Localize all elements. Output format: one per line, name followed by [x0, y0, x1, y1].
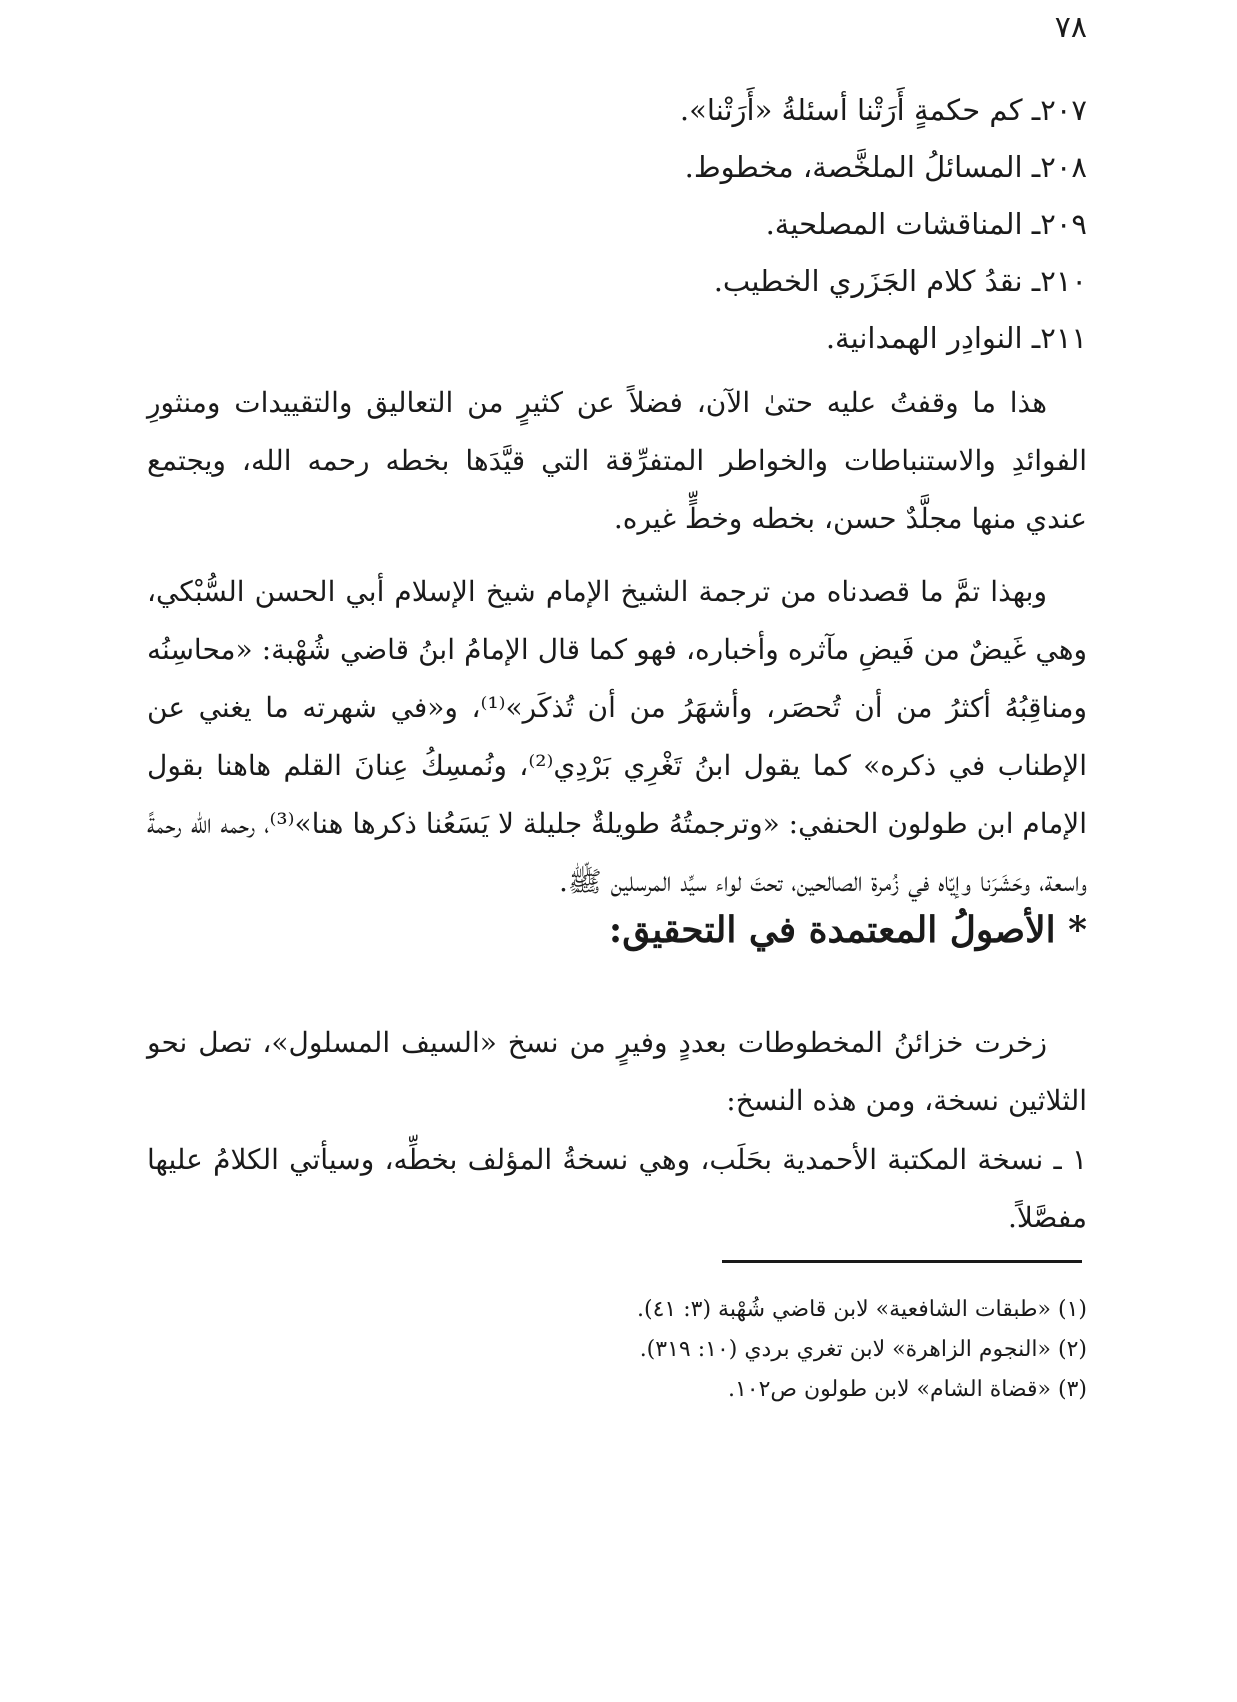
list-item: ٢٠٨ـ المسائلُ الملخَّصة، مخطوط. [684, 150, 1087, 184]
section-heading: * الأصولُ المعتمدة في التحقيق: [608, 909, 1087, 951]
book-list [147, 82, 1087, 367]
footnote: (١) «طبقات الشافعية» لابن قاضي شُهْبة (٣: ٤١). [637, 1297, 1087, 1322]
footnote: (٣) «قضاة الشام» لابن طولون ص١٠٢. [727, 1377, 1087, 1402]
paragraph-manuscripts: زخرت خزائنُ المخطوطات بعددٍ وفيرٍ من نسخ «السيف المسلول»، تصل نحو الثلاثين نسخة، ومن هذه النسخ: [147, 1026, 1087, 1117]
footnote-separator [722, 1260, 1082, 1263]
footnotes [147, 1290, 1087, 1410]
list-item: ٢١١ـ النوادِر الهمدانية. [825, 321, 1087, 355]
page-number: ٧٨ [1054, 10, 1087, 45]
list-item: ٢٠٩ـ المناقشات المصلحية. [765, 207, 1087, 241]
paragraph-biography-conclusion: وبهذا تمَّ ما قصدناه من ترجمة الشيخ الإمام شيخ الإسلام أبي الحسن السُّبْكي، وهي غَيضٌ من فَيضِ مآثره وأخباره، فهو كما قال الإمامُ ابنُ قاضي شُهْبة: «محاسِنُه ومناقِبُهُ أكثرُ من أن تُحصَر، وأشهَرُ من أن تُذكَر»⁽¹⁾، و«في شهرته ما يغني عن الإطناب في ذكره» كما يقول ابنُ تَغْرِي بَرْدِي⁽²⁾، ونُمسِكُ عِنانَ القلم هاهنا بقول الإمام ابن طولون الحنفي: «وترجمتُهُ طويلةٌ جليلة لا يَسَعُنا ذكرها هنا»⁽³⁾، رحمه الله رحمةً واسعة، وحَشَرَنا وإيّاه في زُمرة الصالحين، تحتَ لواء سيِّد المرسلين ﷺ. [147, 575, 1088, 898]
manuscript-item: ١ ـ نسخة المكتبة الأحمدية بحَلَب، وهي نسخةُ المؤلف بخطِّه، وسيأتي الكلامُ عليها مفصَّلاً. [147, 1143, 1087, 1234]
list-item: ٢١٠ـ نقدُ كلام الجَزَري الخطيب. [713, 264, 1087, 298]
list-item: ٢٠٧ـ كم حكمةٍ أَرَتْنا أسئلةُ «أَرَتْنا». [679, 93, 1087, 127]
footnote: (٢) «النجوم الزاهرة» لابن تغري بردي (١٠: ٣١٩). [639, 1337, 1087, 1362]
paragraph-findings: هذا ما وقفتُ عليه حتىٰ الآن، فضلاً عن كثيرٍ من التعاليق والتقييدات ومنثورِ الفوائدِ والاستنباطات والخواطر المتفرِّقة التي قيَّدَها بخطه رحمه الله، ويجتمع عندي منها مجلَّدٌ حسن، بخطه وخطٍّ غيره. [147, 386, 1087, 535]
